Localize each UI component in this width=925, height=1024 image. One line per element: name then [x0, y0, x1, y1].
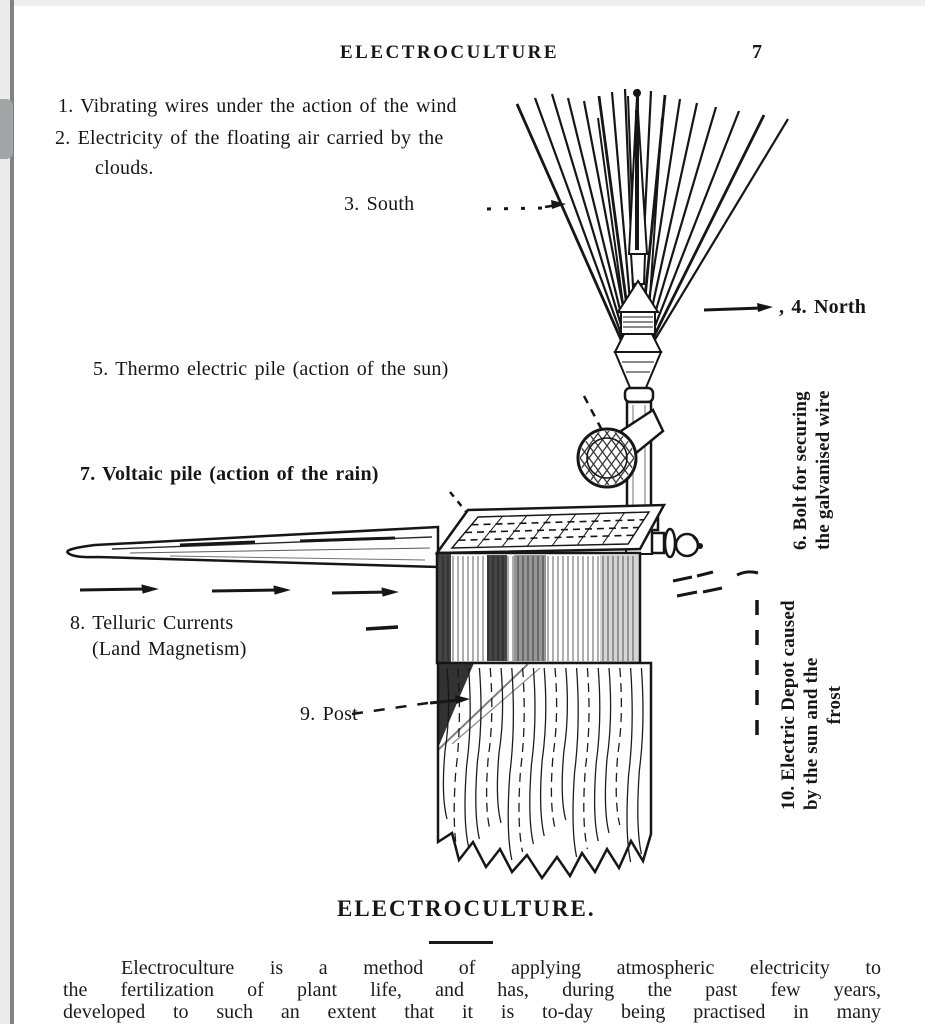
earth-spike	[67, 527, 438, 567]
figure-label-8: 8. Telluric Currents	[70, 612, 234, 634]
figure-label-2-cont: clouds.	[95, 157, 154, 179]
body-paragraph-line-1: Electroculture is a method of applying atmospheric electricity to	[121, 957, 881, 979]
figure-label-6	[789, 350, 835, 550]
figure-label-1: 1. Vibrating wires under the action of the wind	[58, 95, 457, 117]
body-paragraph	[63, 957, 881, 1023]
figure-label-10	[777, 560, 847, 810]
page-number: 7	[752, 41, 762, 63]
figure-label-4-north: , 4. North	[779, 296, 867, 318]
wooden-post	[438, 663, 651, 878]
figure-label-2: 2. Electricity of the floating air carried by the	[55, 127, 444, 149]
figure-label-10-line3: frost	[824, 685, 845, 725]
figure-label-7: 7. Voltaic pile (action of the rain)	[80, 463, 379, 485]
figure-label-10-line1: 10. Electric Depot caused	[778, 600, 799, 810]
figure-label-8-cont: (Land Magnetism)	[92, 638, 247, 660]
figure-label-6-line2: the galvanised wire	[813, 390, 834, 550]
running-header: ELECTROCULTURE	[340, 42, 560, 63]
securing-bolt	[652, 529, 703, 557]
title-rule	[429, 941, 493, 944]
voltaic-pile-box	[437, 505, 664, 663]
figure-label-9-post: 9. Post	[300, 703, 358, 725]
section-title: ELECTROCULTURE.	[337, 896, 596, 921]
figure-label-6-line1: 6. Bolt for securing	[790, 391, 811, 550]
figure-label-5: 5. Thermo electric pile (action of the sun)	[93, 358, 449, 380]
body-paragraph-line-2: the fertilization of plant life, and has, during the past few years,	[63, 979, 881, 1001]
figure-label-3-south: 3. South	[344, 193, 415, 215]
electric-depot-leader	[673, 572, 758, 748]
body-paragraph-line-3: developed to such an extent that it is to-day being practised in many	[63, 1001, 881, 1023]
figure-label-10-line2: by the sun and the	[801, 657, 822, 810]
